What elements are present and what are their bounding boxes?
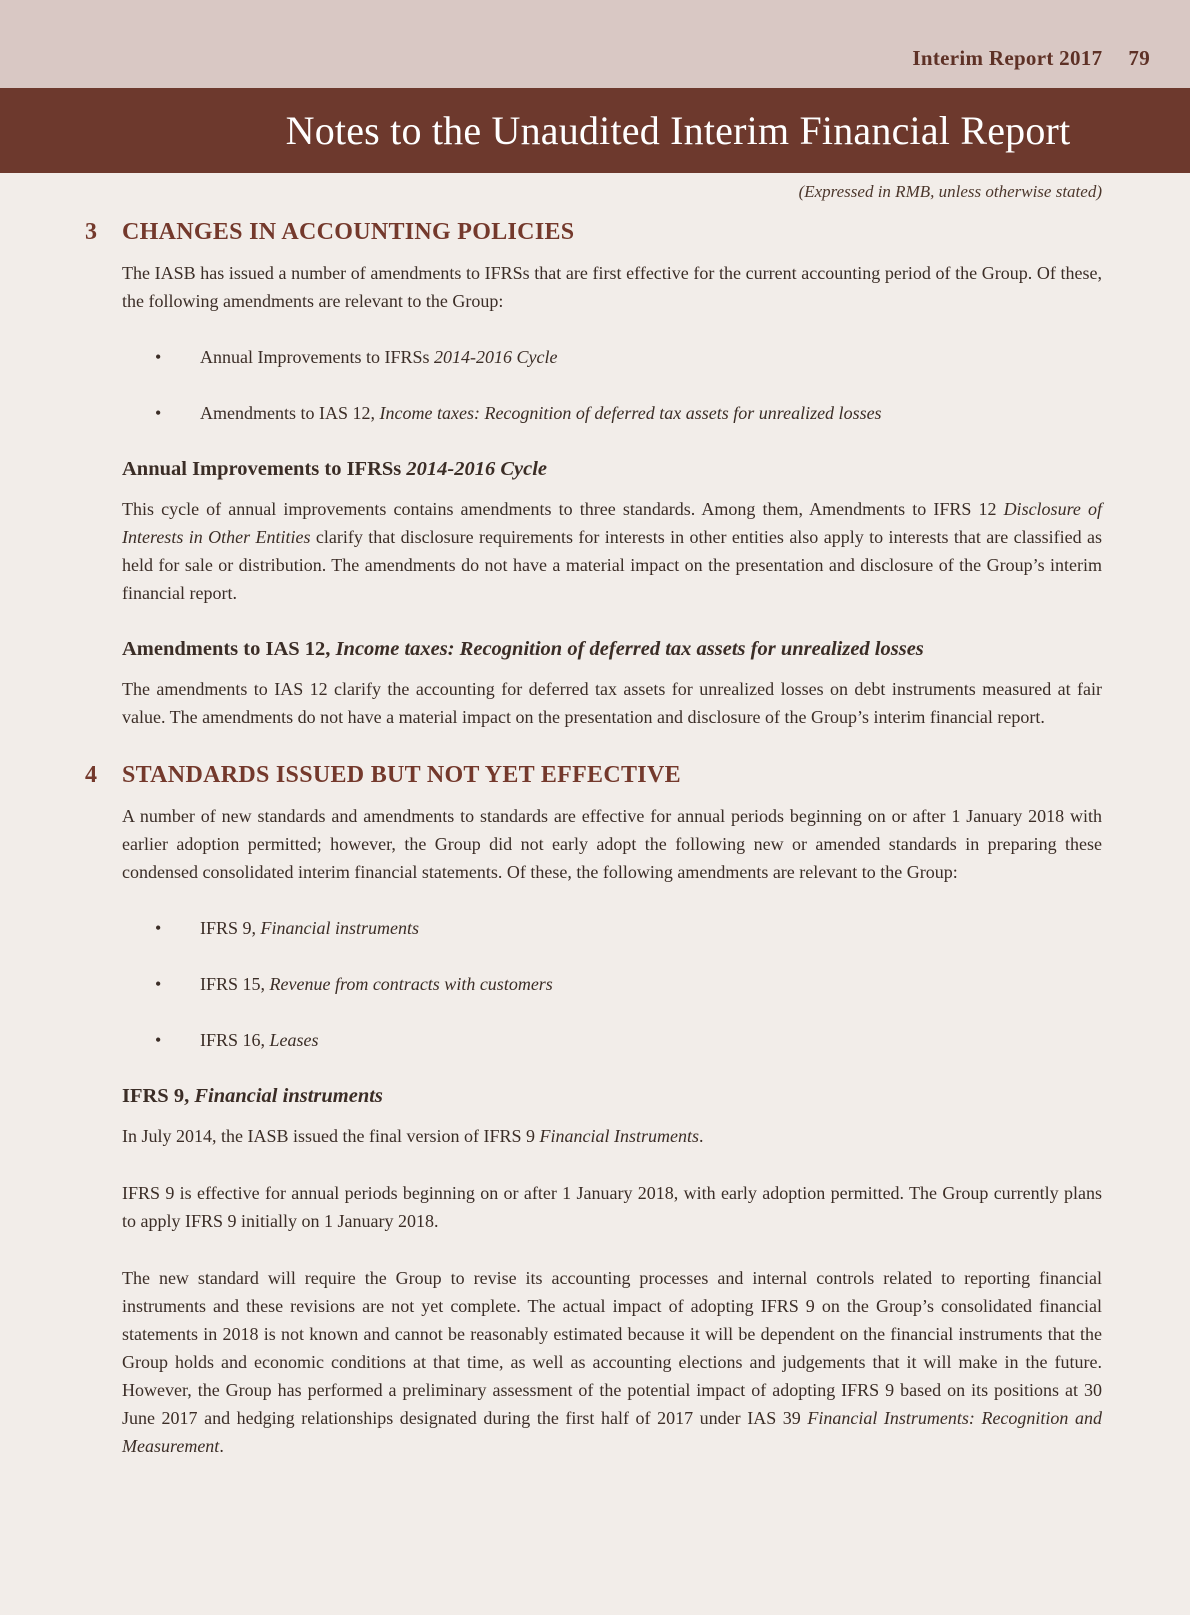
paragraph: This cycle of annual improvements contains amendments to three standards. Among them, Amendments to IFRS 12 Disclosure of Interests in Other Entities clarify that disclosure requirements for interests in other entities also apply to interests that are classified as held for sale or distribution. The amendments do not have a material impact on the presentation and disclosure of the Group’s interim financial report. <box>122 499 1102 603</box>
subsection-title: Amendments to IAS 12, Income taxes: Recognition of deferred tax assets for unrealized losses <box>122 638 924 660</box>
bullet-text: IFRS 9, Financial instruments <box>200 918 420 938</box>
bullet-text: IFRS 16, Leases <box>200 1030 319 1050</box>
section-number: 3 <box>85 219 98 245</box>
paragraph: In July 2014, the IASB issued the final version of IFRS 9 Financial Instruments. <box>122 1126 704 1146</box>
report-title: Interim Report 2017 <box>912 46 1103 70</box>
section-3-heading <box>85 219 1102 246</box>
page-number: 79 <box>1128 46 1150 70</box>
bullet-text: IFRS 15, Revenue from contracts with customers <box>200 974 553 994</box>
section-title: CHANGES IN ACCOUNTING POLICIES <box>122 219 575 245</box>
paragraph: The IASB has issued a number of amendments to IFRSs that are first effective for the current accounting period of the Group. Of these, the following amendments are relevant to the Group: <box>122 263 1102 311</box>
bullet-item <box>122 970 1102 998</box>
section-3-body <box>122 259 1102 731</box>
currency-note: (Expressed in RMB, unless otherwise stated) <box>798 182 1102 201</box>
bullet-item <box>122 914 1102 942</box>
section-number: 4 <box>85 762 98 788</box>
bullet-item <box>122 1026 1102 1054</box>
running-header <box>912 46 1150 71</box>
bullet-item <box>122 343 1102 371</box>
paragraph: IFRS 9 is effective for annual periods beginning on or after 1 January 2018, with early adoption permitted. The Group currently plans to apply IFRS 9 initially on 1 January 2018. <box>122 1183 1102 1231</box>
subsection-title: IFRS 9, Financial instruments <box>122 1085 383 1107</box>
paragraph: A number of new standards and amendments to standards are effective for annual periods beginning on or after 1 January 2018 with earlier adoption permitted; however, the Group did not early adopt the following new or amended standards in preparing these condensed consolidated interim financial statements. Of these, the following amendments are relevant to the Group: <box>122 806 1102 882</box>
bullet-text: Amendments to IAS 12, Income taxes: Recognition of deferred tax assets for unrealized losses <box>200 403 882 423</box>
bullet-item <box>122 399 1102 427</box>
bullet-list <box>122 343 1102 427</box>
bullet-text: Annual Improvements to IFRSs 2014-2016 Cycle <box>200 347 558 367</box>
content <box>0 219 1190 1460</box>
bullet-icon: • <box>155 1030 162 1050</box>
bullet-icon: • <box>155 347 162 367</box>
paragraph: The new standard will require the Group to revise its accounting processes and internal controls related to reporting financial instruments and these revisions are not yet complete. The actual impact of adopting IFRS 9 on the Group’s consolidated financial statements in 2018 is not known and cannot be reasonably estimated because it will be dependent on the financial instruments that the Group holds and economic conditions at that time, as well as accounting elections and judgements that it will make in the future. However, the Group has performed a preliminary assessment of the potential impact of adopting IFRS 9 based on its positions at 30 June 2017 and hedging relationships designated during the first half of 2017 under IAS 39 Financial Instruments: Recognition and Measurement. <box>122 1268 1102 1456</box>
document-title: Notes to the Unaudited Interim Financial Report <box>285 108 1071 153</box>
section-4-body <box>122 802 1102 1460</box>
bullet-icon: • <box>155 403 162 423</box>
title-banner <box>0 88 1190 173</box>
paragraph: The amendments to IAS 12 clarify the accounting for deferred tax assets for unrealized losses on debt instruments measured at fair value. The amendments do not have a material impact on the presentation and disclosure of the Group’s interim financial report. <box>122 679 1102 727</box>
subsection-title: Annual Improvements to IFRSs 2014-2016 Cycle <box>122 458 548 480</box>
section-title: STANDARDS ISSUED BUT NOT YET EFFECTIVE <box>122 762 681 788</box>
bullet-icon: • <box>155 918 162 938</box>
bullet-list <box>122 914 1102 1054</box>
bullet-icon: • <box>155 974 162 994</box>
section-3 <box>85 219 1102 731</box>
section-4-heading <box>85 762 1102 789</box>
section-4 <box>85 762 1102 1460</box>
page-top-band <box>0 0 1190 88</box>
